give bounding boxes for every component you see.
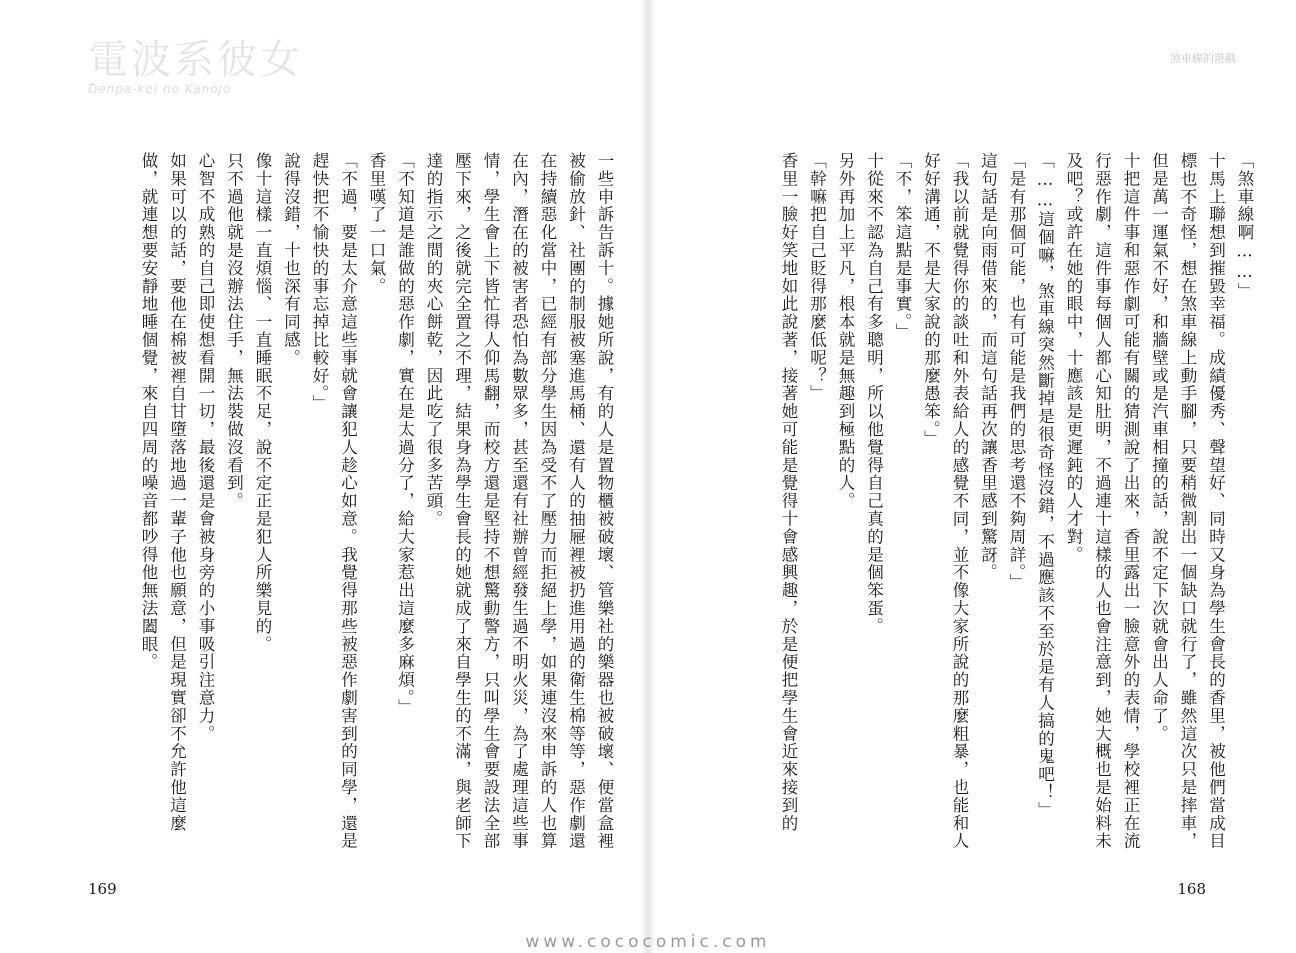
text-paragraph: 十馬上聯想到摧毀幸福。成績優秀、聲望好、同時又身為學生會長的香里，被他們當成目標也不奇怪，想在煞車線上動手腳，只要稍微割出一個缺口就行了，雖然這次只是摔車，但是萬一運氣不好，和牆壁或是汽車相撞的話，說不定下次就會出人命了。: [1149, 152, 1226, 851]
text-paragraph: 說得沒錯，十也深有同感。: [281, 152, 301, 367]
text-paragraph: 「不，笨這點是事實。」: [893, 152, 912, 341]
text-paragraph: 一些申訴告訴十。據她所說，有的人是置物櫃被破壞、管樂社的樂器也被破壞、便當盒裡被偷放針、社團的制服被塞進馬桶、還有人的抽屜裡被扔進用過的衛生棉等等，惡作劇還在持續惡化當中，已經有部分學生因為受不了壓力而拒絕上學，如果連沒來申訴的人也算在內，潛在的被害者恐怕為數眾多，甚至還有社辦曾經發生過不明火災，為了處理這些事情，學生會上下皆忙得人仰馬翻，而校方還是堅持不想驚動警方，只叫學生會要設法全部壓下來，之後就完全置之不理，結果身為學生會長的她就成了來自學生的不滿，與老師下達的指示之間的夾心餅乾，因此吃了很多苦頭。: [424, 152, 614, 851]
text-paragraph: 心智不成熟的自己即使想看開一切，最後還是會被身旁的小事吸引注意力。: [196, 152, 215, 743]
text-paragraph: 另外再加上平凡，根本就是無趣到極點的人。: [836, 152, 855, 510]
page-number-left: 169: [88, 880, 117, 898]
text-paragraph: 「煞車線啊……」: [1235, 152, 1254, 301]
chapter-title: 煞車線的遊戲: [1170, 52, 1236, 65]
text-paragraph: 「不過，要是太介意這些事就會讓犯人趁心如意。我覺得那些被惡作劇害到的同學，還是趕快把不愉快的事忘掉比較好。」: [310, 152, 358, 851]
logo-subtitle: Denpa-kei no Kanojo: [88, 82, 232, 96]
text-paragraph: 「不知道是誰做的惡作劇，實在是太過分了，給大家惹出這麼多麻煩。」: [395, 152, 415, 717]
text-paragraph: 「……這個嘛，煞車線突然斷掉是很奇怪沒錯，不過應該不至於是有人搞的鬼吧！」: [1035, 152, 1055, 820]
text-paragraph: 香里嘆了一口氣。: [367, 152, 386, 296]
text-paragraph: 十把這件事和惡作劇可能有關的猜測說了出來，香里露出一臉意外的表情，學校裡正在流行惡作劇，這件事每個人都心知肚明，不過連十這樣的人也會注意到，她大概也是始料未及吧？或許在她的眼中，十應該是更遲鈍的人才對。: [1064, 152, 1140, 851]
text-paragraph: 像十這樣一直煩惱、一直睡眠不足，說不定正是犯人所樂見的。: [253, 152, 272, 654]
right-page: [648, 0, 1296, 953]
text-paragraph: 如果可以的話，要他在棉被裡自甘墮落地過一輩子他也願意，但是現實卻不允許他這麼做，就連想要安靜地睡個覺，來自四周的噪音都吵得他無法闔眼。: [139, 152, 187, 833]
text-paragraph: 「是有那個可能，也有可能是我們的思考還不夠周詳。」: [1007, 152, 1026, 592]
book-logo: [88, 37, 303, 96]
text-paragraph: 只不過他就是沒辦法住手，無法裝做沒看到。: [224, 152, 244, 510]
right-page-text: [728, 152, 1258, 852]
site-watermark: www.cococomic.com: [525, 932, 771, 952]
text-paragraph: 十從來不認為自己有多聰明，所以他覺得自己真的是個笨蛋。: [864, 152, 884, 636]
text-paragraph: 這句話是向雨借來的，而這句話再次讓香里感到驚訝。: [978, 152, 998, 582]
text-paragraph: 香里一臉好笑地如此說著，接著她可能是覺得十會感興趣，於是便把學生會近來接到的: [779, 152, 798, 833]
left-page-text: [88, 152, 618, 852]
chapter-header: [1170, 50, 1236, 66]
logo-title: 電波系彼女: [88, 37, 303, 83]
text-paragraph: 「我以前就覺得你的談吐和外表給人的感覺不同，並不像大家所說的那麼粗暴，也能和人好好溝通，不是大家說的那麼愚笨。」: [921, 152, 969, 851]
text-paragraph: 「幹嘛把自己貶得那麼低呢？」: [807, 152, 827, 403]
page-number-right: 168: [1177, 880, 1206, 898]
